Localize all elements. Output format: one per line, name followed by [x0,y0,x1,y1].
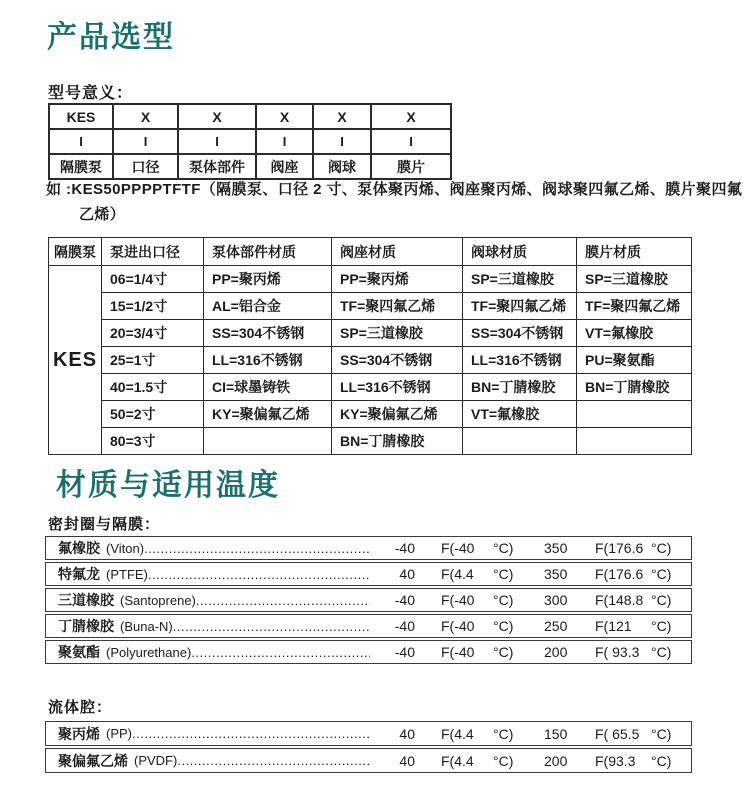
table-row [49,293,692,320]
cell: BN=丁腈橡胶 [332,428,463,455]
min-temp-unit: °C) [493,725,514,742]
header-cell: 泵进出口径 [102,238,204,266]
cell: SP=三道橡胶 [577,266,692,293]
cell: LL=316不锈钢 [463,347,577,374]
material-name-en: (Buna-N) [120,618,173,634]
table-row [49,374,692,401]
cell: 阀座 [256,154,313,179]
max-temp-unit: °C) [651,644,672,660]
max-temp-unit: °C) [651,592,672,608]
cell: I [113,129,178,154]
cell: 25=1寸 [102,347,204,374]
max-temp-c: F(148.8 [595,592,644,608]
material-name-en: (PP) [106,726,132,741]
min-temp-c: F(-40 [441,592,475,608]
min-temp-c: F(4.4 [441,752,474,769]
series-code-cell: KES [49,266,102,455]
material-name: 丁腈橡胶 [58,618,114,634]
model-example-text: 如 :KES50PPPPTFTF（隔膜泵、口径 2 寸、泵体聚丙烯、阀座聚丙烯、阀球聚四氟乙烯、膜片聚四氟乙烯） [46,181,743,223]
cell: KY=聚偏氟乙烯 [204,401,332,428]
cell: 泵体部件 [178,154,256,179]
material-name: 聚丙烯 [58,725,100,742]
selection-header-row [49,238,692,266]
cell: BN=丁腈橡胶 [463,374,577,401]
max-temp-c: F( 65.5 [595,725,640,742]
cell: 15=1/2寸 [102,293,204,320]
cell: CI=球墨铸铁 [204,374,332,401]
dot-leader [196,593,370,608]
min-temp-unit: °C) [493,540,514,556]
header-cell: 隔膜泵 [49,238,102,266]
temperature-row [45,640,692,664]
table-row [49,401,692,428]
max-temp-f: 150 [544,725,568,742]
max-temp-f: 350 [544,566,568,582]
max-temp-f: 350 [544,540,568,556]
cell: SP=三道橡胶 [332,320,463,347]
min-temp-c: F(-40 [441,540,475,556]
min-temp-c: F(4.4 [441,725,474,742]
table-row [49,320,692,347]
table-row [49,347,692,374]
material-name: 聚氨酯 [58,644,100,660]
cell: 50=2寸 [102,401,204,428]
cell: 隔膜泵 [49,154,113,179]
max-temp-unit: °C) [651,618,672,634]
min-temp-unit: °C) [493,592,514,608]
dot-leader [173,619,370,634]
dot-leader [148,567,370,582]
cell: SS=304不锈钢 [332,347,463,374]
min-temp-f: -40 [394,644,415,660]
cell: 80=3寸 [102,428,204,455]
min-temp-f: -40 [394,540,415,556]
cell: 06=1/4寸 [102,266,204,293]
cell: I [371,129,451,154]
header-cell: 泵体部件材质 [204,238,332,266]
max-temp-c: F(176.6 [595,540,644,556]
header-cell: 阀座材质 [332,238,463,266]
cell: VT=氟橡胶 [463,401,577,428]
cell: 膜片 [371,154,451,179]
cell: X [313,104,371,129]
cell: X [256,104,313,129]
temperature-row [45,562,692,586]
model-meaning-label: 型号意义： [48,85,134,102]
max-temp-unit: °C) [651,725,672,742]
header-cell: 阀球材质 [463,238,577,266]
cell: PP=聚丙烯 [332,266,463,293]
max-temp-unit: °C) [651,752,672,769]
temperature-row [45,721,692,746]
min-temp-f: -40 [394,592,415,608]
cell: KY=聚偏氟乙烯 [332,401,463,428]
min-temp-unit: °C) [493,566,514,582]
cell: I [178,129,256,154]
header-cell: 膜片材质 [577,238,692,266]
cell [577,401,692,428]
cell [204,428,332,455]
min-temp-c: F(-40 [441,618,475,634]
selection-table [48,237,692,455]
material-name-en: (Polyurethane) [106,644,192,660]
cell: I [49,129,113,154]
min-temp-f: 40 [399,725,415,742]
material-name-en: (PTFE) [106,566,148,582]
min-temp-c: F(4.4 [441,566,474,582]
max-temp-f: 250 [544,618,568,634]
material-name: 三道橡胶 [58,592,114,608]
max-temp-f: 300 [544,592,568,608]
cell: SS=304不锈钢 [463,320,577,347]
dot-leader [191,645,370,660]
table-row [49,104,451,129]
material-name-en: (Santoprene) [120,592,196,608]
max-temp-unit: °C) [651,566,672,582]
material-name: 氟橡胶 [58,540,100,556]
page-title: 产品选型 [47,21,175,54]
dot-leader [177,753,370,768]
fluid-section-label: 流体腔： [48,699,113,716]
cell: 阀球 [313,154,371,179]
cell: AL=铝合金 [204,293,332,320]
max-temp-unit: °C) [651,540,672,556]
min-temp-c: F(-40 [441,644,475,660]
cell: VT=氟橡胶 [577,320,692,347]
cell: 40=1.5寸 [102,374,204,401]
temperature-row [45,536,692,560]
material-name-en: (PVDF) [134,753,178,768]
min-temp-unit: °C) [493,644,514,660]
cell: TF=聚四氟乙烯 [332,293,463,320]
cell: LL=316不锈钢 [204,347,332,374]
cell: SP=三道橡胶 [463,266,577,293]
dot-leader [132,726,370,741]
cell: BN=丁腈橡胶 [577,374,692,401]
table-row [49,266,692,293]
max-temp-f: 200 [544,644,568,660]
dot-leader [144,541,370,556]
material-name: 聚偏氟乙烯 [58,752,128,769]
cell [463,428,577,455]
seal-temperature-table [45,536,692,664]
fluid-temperature-table [45,721,692,773]
table-row [49,129,451,154]
max-temp-c: F(93.3 [595,752,636,769]
cell: X [113,104,178,129]
cell: TF=聚四氟乙烯 [463,293,577,320]
min-temp-unit: °C) [493,752,514,769]
temperature-row [45,748,692,773]
model-meaning-table [48,103,452,180]
cell: I [256,129,313,154]
table-row [49,154,451,179]
min-temp-f: 40 [399,566,415,582]
temperature-row [45,588,692,612]
cell: 口径 [113,154,178,179]
max-temp-f: 200 [544,752,568,769]
cell: SS=304不锈钢 [204,320,332,347]
min-temp-unit: °C) [493,618,514,634]
cell [577,428,692,455]
min-temp-f: 40 [399,752,415,769]
cell: I [313,129,371,154]
cell: 20=3/4寸 [102,320,204,347]
max-temp-c: F( 93.3 [595,644,640,660]
temperature-row [45,614,692,638]
max-temp-c: F(176.6 [595,566,644,582]
material-name-en: (Viton) [106,540,145,556]
cell: X [371,104,451,129]
max-temp-c: F(121 [595,618,632,634]
table-row [49,428,692,455]
material-name: 特氟龙 [58,566,100,582]
cell: PU=聚氨酯 [577,347,692,374]
cell: X [178,104,256,129]
cell: PP=聚丙烯 [204,266,332,293]
min-temp-f: -40 [394,618,415,634]
seal-section-label: 密封圈与隔膜： [48,516,161,533]
cell: LL=316不锈钢 [332,374,463,401]
cell: TF=聚四氟乙烯 [577,293,692,320]
cell: KES [49,104,113,129]
section-title-materials: 材质与适用温度 [56,469,280,502]
